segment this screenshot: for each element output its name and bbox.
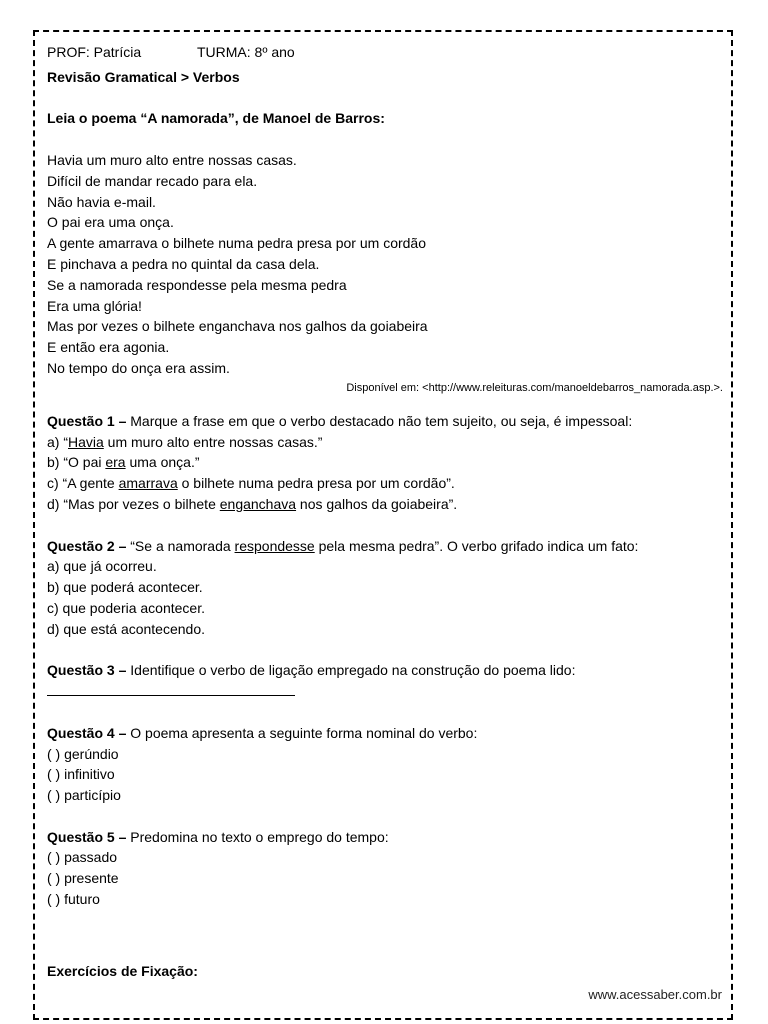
- question-label: Questão 4 –: [47, 724, 127, 741]
- option-b: b) “O pai era uma onça.”: [47, 454, 200, 471]
- highlighted-verb: enganchava: [219, 495, 297, 512]
- answer-blank[interactable]: [47, 681, 295, 696]
- poem-line: Havia um muro alto entre nossas casas.: [47, 151, 297, 168]
- poem-line: Era uma glória!: [47, 297, 142, 314]
- poem-line: No tempo do onça era assim.: [47, 359, 230, 376]
- exercises-title: Exercícios de Fixação:: [47, 963, 198, 980]
- class-name: TURMA: 8º ano: [197, 44, 295, 60]
- source-citation: Disponível em: <http://www.releituras.com/manoeldebarros_namorada.asp.>.: [346, 381, 723, 394]
- question-label: Questão 3 –: [47, 662, 127, 679]
- question-text: Identifique o verbo de ligação empregado na construção do poema lido:: [126, 662, 576, 679]
- page-title: Revisão Gramatical > Verbos: [47, 68, 240, 85]
- poem-line: Não havia e-mail.: [47, 193, 156, 210]
- question-1: [47, 411, 727, 515]
- question-5: [47, 827, 727, 910]
- question-4: [47, 723, 727, 806]
- option-b: b) que poderá acontecer.: [47, 579, 203, 596]
- question-label: Questão 5 –: [47, 828, 127, 845]
- question-text: O poema apresenta a seguinte forma nominal do verbo:: [126, 724, 478, 741]
- option-a: a) que já ocorreu.: [47, 558, 157, 575]
- option-c: c) que poderia acontecer.: [47, 599, 205, 616]
- highlighted-verb: respondesse: [234, 537, 315, 554]
- poem-line: O pai era uma onça.: [47, 214, 174, 231]
- question-label: Questão 1 –: [47, 412, 127, 429]
- poem-line: E então era agonia.: [47, 339, 170, 356]
- option-d: d) que está acontecendo.: [47, 620, 206, 637]
- highlighted-verb: era: [105, 454, 126, 471]
- option-d: d) “Mas por vezes o bilhete enganchava nos galhos da goiabeira”.: [47, 495, 458, 512]
- option-a: a) “Havia um muro alto entre nossas casas.”: [47, 433, 323, 450]
- instruction: Leia o poema “A namorada”, de Manoel de Barros:: [47, 110, 385, 127]
- poem-line: Difícil de mandar recado para ela.: [47, 172, 258, 189]
- option-past: ( ) passado: [47, 849, 118, 866]
- option-present: ( ) presente: [47, 870, 119, 887]
- header-line: [47, 42, 727, 63]
- option-future: ( ) futuro: [47, 891, 100, 908]
- poem-line: Mas por vezes o bilhete enganchava nos galhos da goiabeira: [47, 318, 428, 335]
- question-text: Predomina no texto o emprego do tempo:: [126, 828, 389, 845]
- question-2: Questão 2 – “Se a namorada respondesse pela mesma pedra”. O verbo grifado indica um fato: a) que já ocorreu. b) que poderá acontecer. c) que poderia acontecer. d) que está acontecendo.: [47, 536, 727, 640]
- option-c: c) “A gente amarrava o bilhete numa pedra presa por um cordão”.: [47, 475, 455, 492]
- highlighted-verb: amarrava: [118, 475, 178, 492]
- question-text: Marque a frase em que o verbo destacado não tem sujeito, ou seja, é impessoal:: [126, 412, 633, 429]
- poem-line: Se a namorada respondesse pela mesma pedra: [47, 276, 347, 293]
- poem-line: E pinchava a pedra no quintal da casa dela.: [47, 255, 320, 272]
- question-label: Questão 2 –: [47, 537, 127, 554]
- option-infinitive: ( ) infinitivo: [47, 766, 115, 783]
- site-footer: www.acessaber.com.br: [588, 987, 722, 1002]
- highlighted-verb: Havia: [68, 433, 104, 450]
- poem: [47, 150, 727, 379]
- option-gerund: ( ) gerúndio: [47, 745, 119, 762]
- question-3: [47, 660, 727, 702]
- poem-line: A gente amarrava o bilhete numa pedra presa por um cordão: [47, 235, 427, 252]
- worksheet: [47, 42, 727, 982]
- teacher-name: PROF: Patrícia: [47, 44, 142, 60]
- option-participle: ( ) particípio: [47, 787, 121, 804]
